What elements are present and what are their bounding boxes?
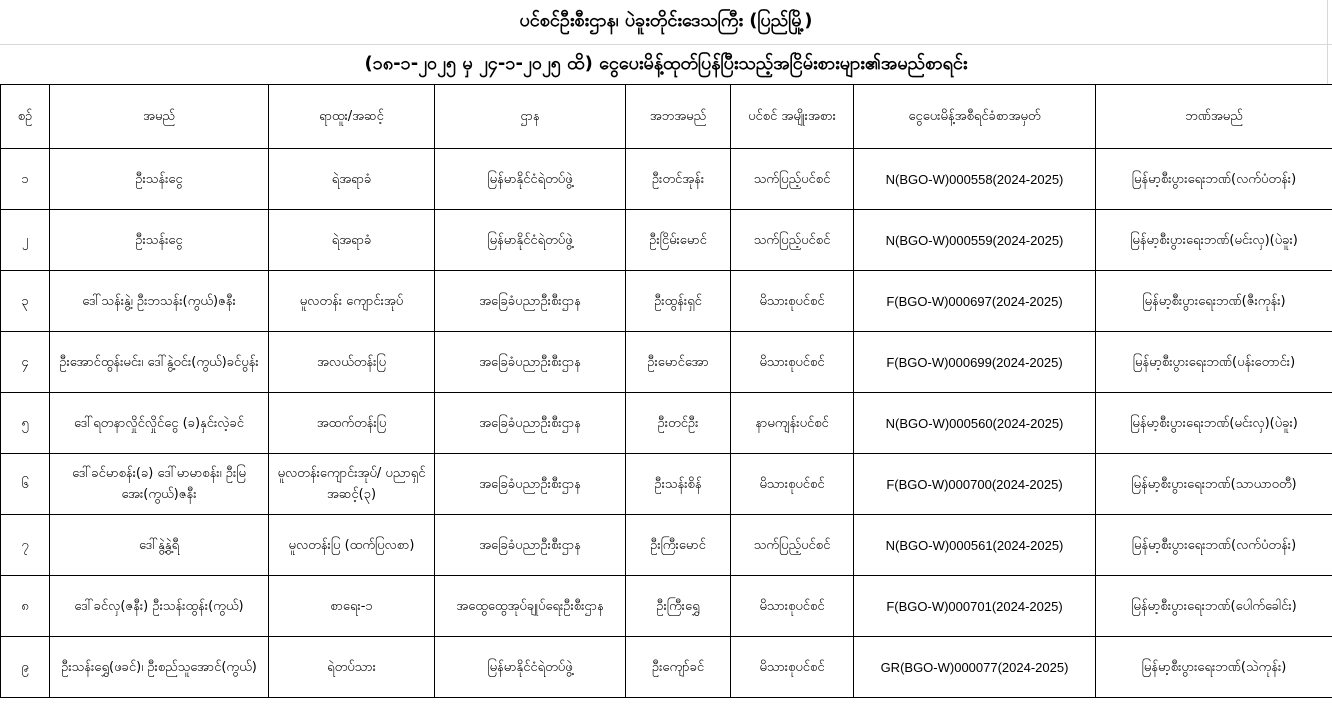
cell-serial[interactable]: ၅ (1, 393, 50, 454)
cell-pension-type[interactable]: မိသားစုပင်စင် (731, 271, 854, 332)
cell-name[interactable]: ဦးသန်းငွေ (50, 149, 269, 210)
cell-bank-name[interactable]: မြန်မာ့စီးပွားရေးဘဏ်(သဲကုန်း) (1096, 637, 1332, 698)
cell-father-name[interactable]: ဦးထွန်းရှင် (626, 271, 731, 332)
header-serial[interactable]: စဉ် (1, 85, 50, 149)
header-row (1, 85, 1332, 149)
pensioner-table (0, 84, 1332, 698)
cell-order-number[interactable]: F(BGO-W)000697(2024-2025) (854, 271, 1096, 332)
cell-bank-name[interactable]: မြန်မာ့စီးပွားရေးဘဏ်(ပန်းတောင်း) (1096, 332, 1332, 393)
cell-name[interactable]: ဒေါ်ခင်မာစန်း(ခ) ဒေါ်မာမာစန်း၊ ဦးမြအေး(ကွယ်)ဇနီး (50, 454, 269, 515)
cell-rank[interactable]: စာရေး-၁ (269, 576, 435, 637)
cell-department[interactable]: အထွေထွေအုပ်ချုပ်ရေးဦးစီးဌာန (435, 576, 626, 637)
cell-order-number[interactable]: N(BGO-W)000561(2024-2025) (854, 515, 1096, 576)
cell-bank-name[interactable]: မြန်မာ့စီးပွားရေးဘဏ်(ပေါက်ခေါင်း) (1096, 576, 1332, 637)
cell-rank[interactable]: မူလတန်းကျောင်းအုပ်/ ပညာရှင်အဆင့်(၃) (269, 454, 435, 515)
cell-bank-name[interactable]: မြန်မာ့စီးပွားရေးဘဏ်(လက်ပံတန်း) (1096, 149, 1332, 210)
cell-father-name[interactable]: ဦးကျော်ခင် (626, 637, 731, 698)
cell-department[interactable]: မြန်မာနိုင်ငံရဲတပ်ဖွဲ့ (435, 637, 626, 698)
cell-order-number[interactable]: N(BGO-W)000559(2024-2025) (854, 210, 1096, 271)
cell-bank-name[interactable]: မြန်မာ့စီးပွားရေးဘဏ်(မင်းလှ)(ပဲခူး) (1096, 210, 1332, 271)
cell-father-name[interactable]: ဦးကြီးမောင် (626, 515, 731, 576)
cell-serial[interactable]: ၄ (1, 332, 50, 393)
table-row (1, 393, 1332, 454)
cell-department[interactable]: အခြေခံပညာဦးစီးဌာန (435, 515, 626, 576)
table-body (1, 149, 1332, 698)
cell-department[interactable]: မြန်မာနိုင်ငံရဲတပ်ဖွဲ့ (435, 210, 626, 271)
cell-bank-name[interactable]: မြန်မာ့စီးပွားရေးဘဏ်(မင်းလှ)(ပဲခူး) (1096, 393, 1332, 454)
cell-pension-type[interactable]: မိသားစုပင်စင် (731, 576, 854, 637)
cell-pension-type[interactable]: မိသားစုပင်စင် (731, 332, 854, 393)
header-bank-name[interactable]: ဘဏ်အမည် (1096, 85, 1332, 149)
cell-serial[interactable]: ၂ (1, 210, 50, 271)
cell-pension-type[interactable]: သက်ပြည့်ပင်စင် (731, 210, 854, 271)
sheet-subtitle: (၁၈-၁-၂၀၂၅ မှ ၂၄-၁-၂၀၂၅ ထိ) ငွေပေးမိန့်ထုတ်ပြန်ပြီးသည့်အငြိမ်းစားများ၏အမည်စာရင်း (0, 44, 1332, 85)
table-row (1, 332, 1332, 393)
cell-serial[interactable]: ၈ (1, 576, 50, 637)
cell-department[interactable]: မြန်မာနိုင်ငံရဲတပ်ဖွဲ့ (435, 149, 626, 210)
cell-order-number[interactable]: F(BGO-W)000700(2024-2025) (854, 454, 1096, 515)
grid-edge (1327, 0, 1332, 84)
cell-serial[interactable]: ၆ (1, 454, 50, 515)
cell-pension-type[interactable]: သက်ပြည့်ပင်စင် (731, 149, 854, 210)
cell-pension-type[interactable]: မိသားစုပင်စင် (731, 637, 854, 698)
cell-bank-name[interactable]: မြန်မာ့စီးပွားရေးဘဏ်(သာယာဝတီ) (1096, 454, 1332, 515)
cell-bank-name[interactable]: မြန်မာ့စီးပွားရေးဘဏ်(ဇီးကုန်း) (1096, 271, 1332, 332)
cell-serial[interactable]: ၇ (1, 515, 50, 576)
cell-order-number[interactable]: GR(BGO-W)000077(2024-2025) (854, 637, 1096, 698)
cell-name[interactable]: ဦးသန်းရွှေ(ဖခင်)၊ ဦးစည်သူအောင်(ကွယ်) (50, 637, 269, 698)
table-row (1, 454, 1332, 515)
header-name[interactable]: အမည် (50, 85, 269, 149)
cell-name[interactable]: ဦးအောင်ထွန်းမင်း၊ ဒေါ်နွဲ့ဝင်း(ကွယ်)ခင်ပွန်း (50, 332, 269, 393)
cell-father-name[interactable]: ဦးတင်ဦး (626, 393, 731, 454)
cell-pension-type[interactable]: နာမကျန်းပင်စင် (731, 393, 854, 454)
cell-father-name[interactable]: ဦးကြီးရွှေ (626, 576, 731, 637)
table-row (1, 576, 1332, 637)
header-pension-type[interactable]: ပင်စင် အမျိုးအစား (731, 85, 854, 149)
cell-order-number[interactable]: N(BGO-W)000558(2024-2025) (854, 149, 1096, 210)
cell-department[interactable]: အခြေခံပညာဦးစီးဌာန (435, 393, 626, 454)
cell-rank[interactable]: အလယ်တန်းပြ (269, 332, 435, 393)
table-row (1, 637, 1332, 698)
cell-pension-type[interactable]: မိသားစုပင်စင် (731, 454, 854, 515)
cell-department[interactable]: အခြေခံပညာဦးစီးဌာန (435, 271, 626, 332)
cell-father-name[interactable]: ဦးတင်အုန်း (626, 149, 731, 210)
cell-father-name[interactable]: ဦးငြိမ်းမောင် (626, 210, 731, 271)
table-row (1, 271, 1332, 332)
cell-father-name[interactable]: ဦးမောင်အော (626, 332, 731, 393)
cell-name[interactable]: ဒေါ်နွဲ့နွဲ့ရီ (50, 515, 269, 576)
header-department[interactable]: ဌာန (435, 85, 626, 149)
cell-order-number[interactable]: F(BGO-W)000701(2024-2025) (854, 576, 1096, 637)
header-father-name[interactable]: အဘအမည် (626, 85, 731, 149)
cell-rank[interactable]: မူလတန်းပြ (ထက်ပြလစာ) (269, 515, 435, 576)
table-row (1, 149, 1332, 210)
cell-serial[interactable]: ၁ (1, 149, 50, 210)
cell-father-name[interactable]: ဦးသန်းစိန် (626, 454, 731, 515)
header-order-number[interactable]: ငွေပေးမိန့်အစီရင်ခံစာအမှတ် (854, 85, 1096, 149)
cell-rank[interactable]: မူလတန်း ကျောင်းအုပ် (269, 271, 435, 332)
table-row (1, 210, 1332, 271)
cell-rank[interactable]: အထက်တန်းပြ (269, 393, 435, 454)
cell-rank[interactable]: ရဲအရာခံ (269, 210, 435, 271)
cell-serial[interactable]: ၉ (1, 637, 50, 698)
cell-bank-name[interactable]: မြန်မာ့စီးပွားရေးဘဏ်(လက်ပံတန်း) (1096, 515, 1332, 576)
cell-order-number[interactable]: F(BGO-W)000699(2024-2025) (854, 332, 1096, 393)
cell-order-number[interactable]: N(BGO-W)000560(2024-2025) (854, 393, 1096, 454)
cell-department[interactable]: အခြေခံပညာဦးစီးဌာန (435, 332, 626, 393)
cell-department[interactable]: အခြေခံပညာဦးစီးဌာန (435, 454, 626, 515)
cell-rank[interactable]: ရဲအရာခံ (269, 149, 435, 210)
cell-pension-type[interactable]: သက်ပြည့်ပင်စင် (731, 515, 854, 576)
cell-rank[interactable]: ရဲတပ်သား (269, 637, 435, 698)
cell-name[interactable]: ဦးသန်းငွေ (50, 210, 269, 271)
sheet-title: ပင်စင်ဦးစီးဌာန၊ ပဲခူးတိုင်းဒေသကြီး (ပြည်မြို့) (519, 10, 813, 31)
cell-name[interactable]: ဒေါ်သန်းနွဲ့၊ ဦးဘသန်း(ကွယ်)ဇနီး (50, 271, 269, 332)
cell-serial[interactable]: ၃ (1, 271, 50, 332)
header-rank[interactable]: ရာထူး/အဆင့် (269, 85, 435, 149)
cell-name[interactable]: ဒေါ်ခင်လှ(ဇနီး) ဦးသန်းထွန်း(ကွယ်) (50, 576, 269, 637)
cell-name[interactable]: ဒေါ်ရတနာလှိုင်လှိုင်ငွေ (ခ)နှင်းလဲ့ခင် (50, 393, 269, 454)
table-row (1, 515, 1332, 576)
